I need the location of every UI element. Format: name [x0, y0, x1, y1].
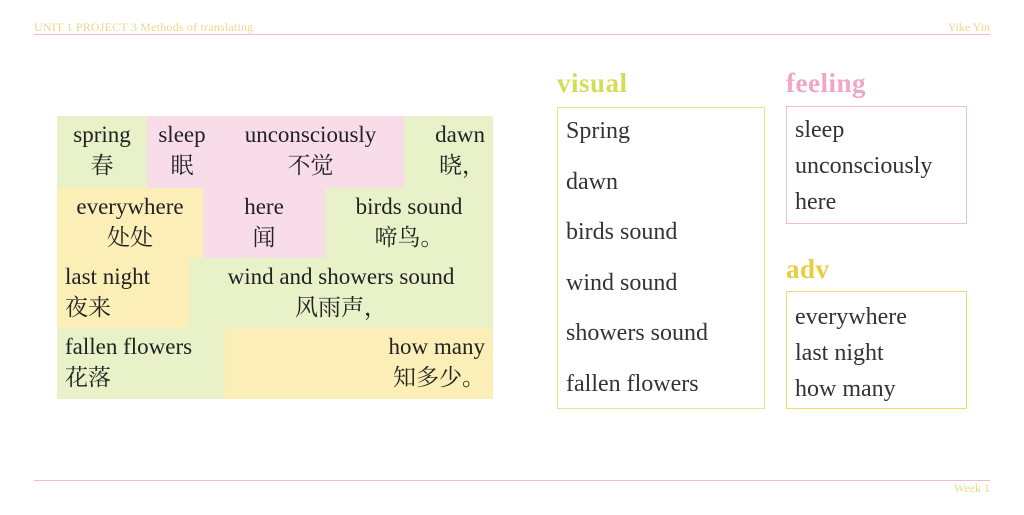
feeling-item: unconsciously — [795, 153, 933, 179]
poem-english: unconsciously — [244, 122, 377, 147]
poem-english: everywhere — [76, 194, 184, 219]
poem-chinese: 花落 — [65, 365, 111, 391]
top-divider — [34, 34, 990, 35]
visual-item: wind sound — [566, 269, 678, 296]
poem-english: here — [244, 194, 284, 219]
adv-item: how many — [795, 376, 896, 402]
adv-item: last night — [795, 340, 884, 366]
poem-cell-wind-and-showers — [189, 258, 493, 328]
poem-cell-spring — [57, 116, 147, 188]
poem-english: birds sound — [355, 194, 463, 219]
header-author: Yike Yin — [947, 20, 990, 34]
poem-cell-dawn — [404, 116, 493, 188]
poem-cell-sleep — [147, 116, 217, 188]
visual-item: showers sound — [566, 320, 708, 346]
poem-cell-how-many — [225, 328, 493, 399]
poem-chinese: 处处 — [107, 225, 153, 251]
poem-english: fallen flowers — [65, 334, 193, 359]
poem-english: how many — [388, 334, 485, 359]
feeling-item: here — [795, 189, 837, 215]
adv-item: everywhere — [795, 304, 907, 330]
poem-english: wind and showers sound — [227, 264, 455, 289]
poem-chinese: 眠 — [170, 153, 194, 179]
feeling-heading: feeling — [786, 68, 866, 98]
poem-chinese: 知多少。 — [393, 365, 485, 391]
poem-grid — [57, 116, 493, 399]
poem-chinese: 风雨声， — [295, 295, 387, 321]
poem-chinese: 夜来 — [65, 295, 111, 321]
poem-cell-birds-sound — [325, 188, 493, 258]
header-project-title: UNIT 1 PROJECT 3 Methods of translating — [34, 20, 254, 34]
visual-item: Spring — [566, 118, 631, 144]
feeling-item: sleep — [795, 117, 845, 143]
poem-cell-last-night — [57, 258, 189, 328]
poem-cell-unconsciously — [217, 116, 404, 188]
poem-english: dawn — [435, 122, 485, 147]
poem-cell-fallen-flowers — [57, 328, 225, 399]
bottom-divider — [34, 480, 990, 481]
visual-item: birds sound — [566, 219, 678, 245]
poem-chinese: 晓， — [439, 153, 485, 179]
visual-item: fallen flowers — [566, 370, 699, 397]
poem-english: spring — [73, 122, 131, 147]
poem-chinese: 啼鸟。 — [374, 225, 444, 251]
poem-chinese: 不觉 — [287, 153, 334, 179]
poem-english: last night — [65, 264, 150, 289]
adv-heading: adv — [786, 254, 830, 284]
poem-english: sleep — [158, 122, 206, 147]
visual-heading: visual — [557, 68, 628, 98]
visual-list — [557, 107, 765, 409]
poem-chinese: 春 — [90, 153, 114, 179]
poem-cell-everywhere — [57, 188, 203, 258]
poem-cell-here — [203, 188, 325, 258]
adv-list — [786, 291, 967, 409]
footer-week: Week 1 — [953, 481, 990, 495]
feeling-list — [786, 106, 967, 224]
poem-chinese: 闻 — [252, 225, 276, 251]
visual-item: dawn — [566, 168, 618, 195]
